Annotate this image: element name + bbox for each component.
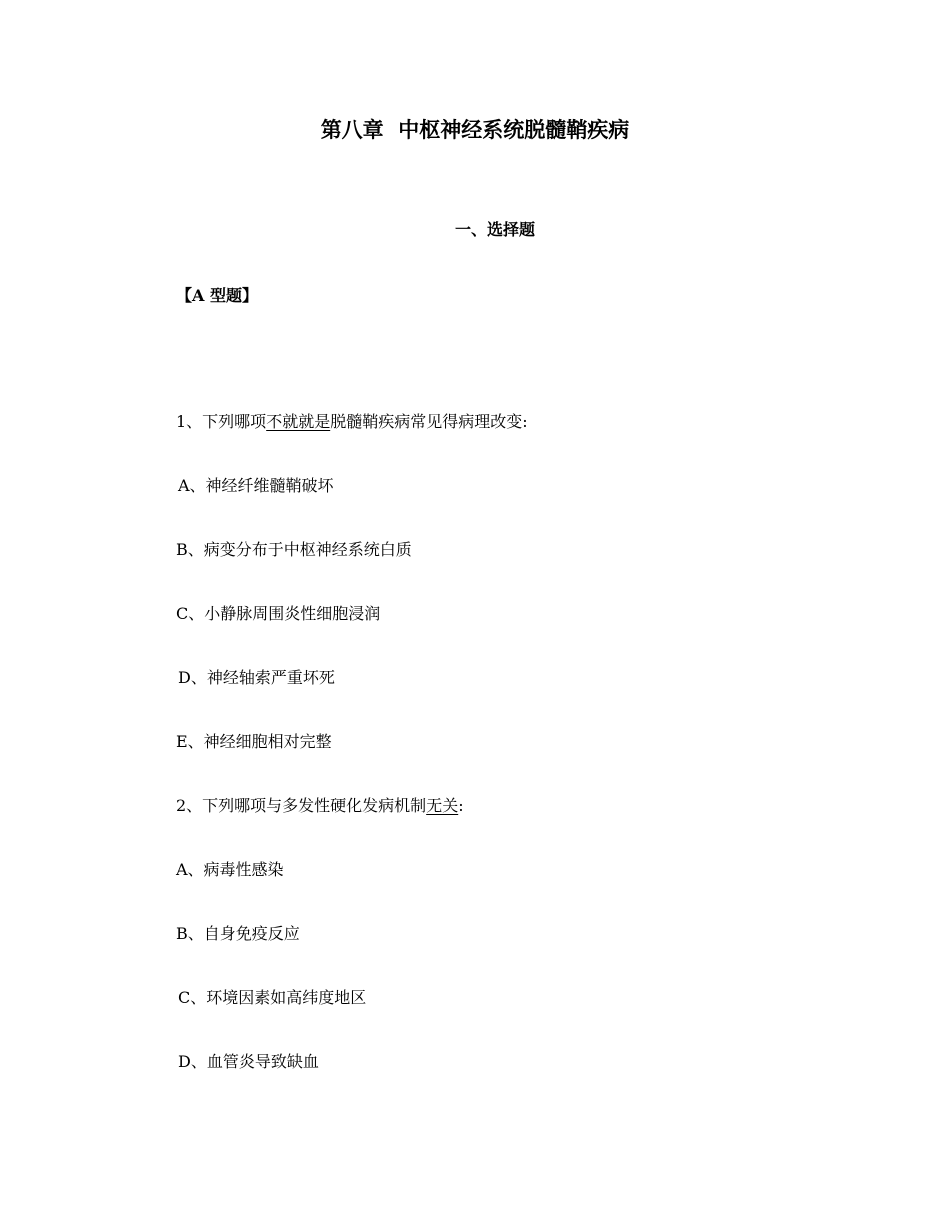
- question-2-option-b: B、自身免疫反应: [176, 924, 300, 943]
- chapter-title: 第八章 中枢神经系统脱髓鞘疾病: [320, 118, 630, 142]
- question-2-stem-emphasis: 无关: [426, 796, 459, 815]
- question-1-option-a: A、神经纤维髓鞘破坏: [178, 476, 334, 495]
- question-1-stem-emphasis: 不就就是: [266, 412, 331, 431]
- question-1-option-c: C、小静脉周围炎性细胞浸润: [176, 604, 381, 623]
- question-2-option-c: C、环境因素如高纬度地区: [178, 988, 367, 1007]
- question-1-stem: [176, 411, 528, 433]
- question-1-stem-before: 1、下列哪项: [176, 412, 267, 431]
- question-2-stem: [176, 795, 464, 817]
- question-1-option-e: E、神经细胞相对完整: [176, 732, 332, 751]
- section-title: 一、选择题: [454, 220, 535, 239]
- question-type-label: 【A 型题】: [176, 286, 258, 305]
- question-1-option-b: B、病变分布于中枢神经系统白质: [176, 540, 412, 559]
- question-2-option-d: D、血管炎导致缺血: [178, 1052, 319, 1071]
- question-1-option-d: D、神经轴索严重坏死: [178, 668, 335, 687]
- question-2-option-a: A、病毒性感染: [176, 860, 284, 879]
- question-2-stem-after: :: [458, 796, 464, 815]
- question-2-stem-before: 2、下列哪项与多发性硬化发病机制: [176, 796, 427, 815]
- question-1-stem-after: 脱髓鞘疾病常见得病理改变:: [330, 412, 528, 431]
